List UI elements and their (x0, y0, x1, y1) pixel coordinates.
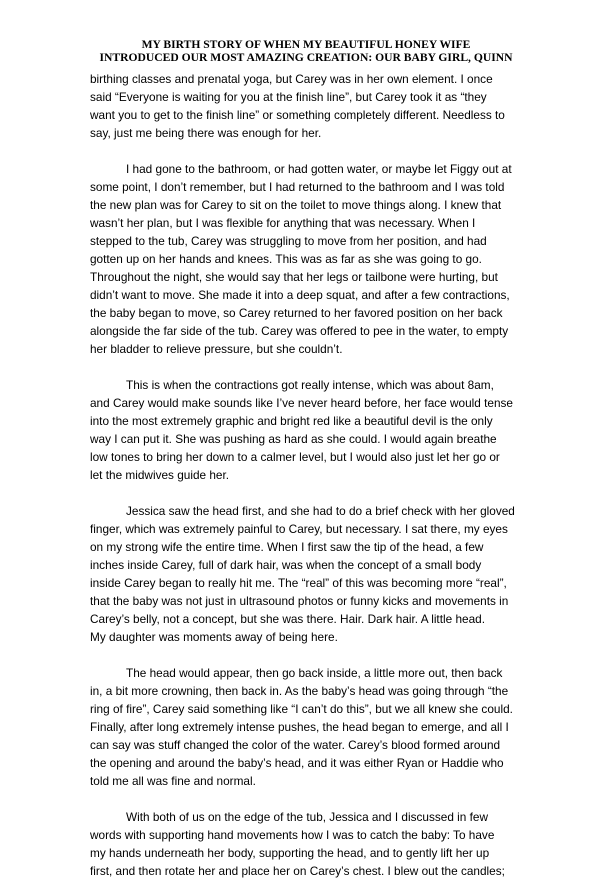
paragraph-line: some point, I don’t remember, but I had returned to the bathroom and I was told (90, 180, 505, 194)
paragraph-line: The head would appear, then go back inside, a little more out, then back (126, 666, 503, 680)
paragraph-line: can say was stuff changed the color of the water. Carey’s blood formed around (90, 738, 501, 752)
paragraph-line: words with supporting hand movements how I was to catch the baby: To have (90, 828, 495, 842)
paragraph-line: the baby began to move, so Carey returned to her favored position on her back (90, 306, 503, 320)
paragraph-line: say, just me being there was enough for her. (90, 126, 322, 140)
paragraph (90, 160, 530, 358)
paragraph (90, 808, 530, 880)
paragraph-line: birthing classes and prenatal yoga, but Carey was in her own element. I once (90, 72, 493, 86)
paragraph-line: let the midwives guide her. (90, 468, 230, 482)
paragraph-line: My daughter was moments away of being here. (90, 630, 338, 644)
paragraph-line: low tones to bring her down to a calmer level, but I would also just let her go or (90, 450, 500, 464)
paragraph (90, 376, 530, 484)
paragraph-line: the opening and around the baby’s head, and it was either Ryan or Haddie who (90, 756, 504, 770)
paragraph-line: way I can put it. She was pushing as hard as she could. I would again breathe (90, 432, 497, 446)
paragraph-line: gotten up on her hands and knees. This was as far as she was going to go. (90, 252, 482, 266)
paragraph-line: that the baby was not just in ultrasound photos or funny kicks and movements in (90, 594, 509, 608)
paragraph-line: alongside the far side of the tub. Carey was offered to pee in the water, to empty (90, 324, 509, 338)
paragraph-line: Finally, after long extremely intense pushes, the head began to emerge, and all I (90, 720, 509, 734)
document-title (72, 38, 540, 64)
paragraph-line: and Carey would make sounds like I’ve never heard before, her face would tense (90, 396, 513, 410)
paragraph-line: stepped to the tub, Carey was struggling to move from her position, and had (90, 234, 487, 248)
paragraph-line: want you to get to the finish line” or something completely different. Needless to (90, 108, 505, 122)
paragraph-line: told me all was fine and normal. (90, 774, 256, 788)
paragraph-line: the new plan was for Carey to sit on the toilet to move things along. I knew that (90, 198, 502, 212)
paragraph-line: didn’t want to move. She made it into a deep squat, and after a few contractions, (90, 288, 510, 302)
paragraph-line: ring of fire”, Carey said something like “I can’t do this”, but we all knew she could. (90, 702, 513, 716)
paragraph (90, 502, 530, 646)
paragraph-line: Throughout the night, she would say that her legs or tailbone were hurting, but (90, 270, 498, 284)
title-line-2: INTRODUCED OUR MOST AMAZING CREATION: OUR BABY GIRL, QUINN (99, 51, 513, 64)
paragraph-line: in, a bit more crowning, then back in. As the baby’s head was going through “the (90, 684, 509, 698)
paragraph-line: my hands underneath her body, supporting the head, and to gently lift her up (90, 846, 490, 860)
paragraph-line: said “Everyone is waiting for you at the finish line”, but Carey took it as “they (90, 90, 487, 104)
paragraph-line: Jessica saw the head first, and she had to do a brief check with her gloved (126, 504, 515, 518)
paragraph-line: wasn’t her plan, but I was flexible for anything that was necessary. When I (90, 216, 476, 230)
paragraph-line: on my strong wife the entire time. When I first saw the tip of the head, a few (90, 540, 484, 554)
title-line-1: MY BIRTH STORY OF WHEN MY BEAUTIFUL HONEY WIFE (141, 38, 471, 51)
paragraph-line: inches inside Carey, full of dark hair, was when the concept of a small body (90, 558, 482, 572)
paragraph (90, 664, 530, 790)
paragraph-line: With both of us on the edge of the tub, Jessica and I discussed in few (126, 810, 488, 824)
paragraph-line: I had gone to the bathroom, or had gotten water, or maybe let Figgy out at (126, 162, 512, 176)
paragraph-line: Carey’s belly, not a concept, but she was there. Hair. Dark hair. A little head. (90, 612, 485, 626)
document-body (90, 70, 530, 880)
paragraph-line: her bladder to relieve pressure, but she couldn’t. (90, 342, 343, 356)
paragraph-line: first, and then rotate her and place her on Carey’s chest. I blew out the candles; (90, 864, 505, 878)
paragraph-line: inside Carey began to really hit me. The “real” of this was becoming more “real”, (90, 576, 507, 590)
paragraph (90, 70, 530, 142)
paragraph-line: into the most extremely graphic and bright red like a beautiful devil is the only (90, 414, 493, 428)
paragraph-line: finger, which was extremely painful to Carey, but necessary. I sat there, my eyes (90, 522, 508, 536)
paragraph-line: This is when the contractions got really intense, which was about 8am, (126, 378, 494, 392)
